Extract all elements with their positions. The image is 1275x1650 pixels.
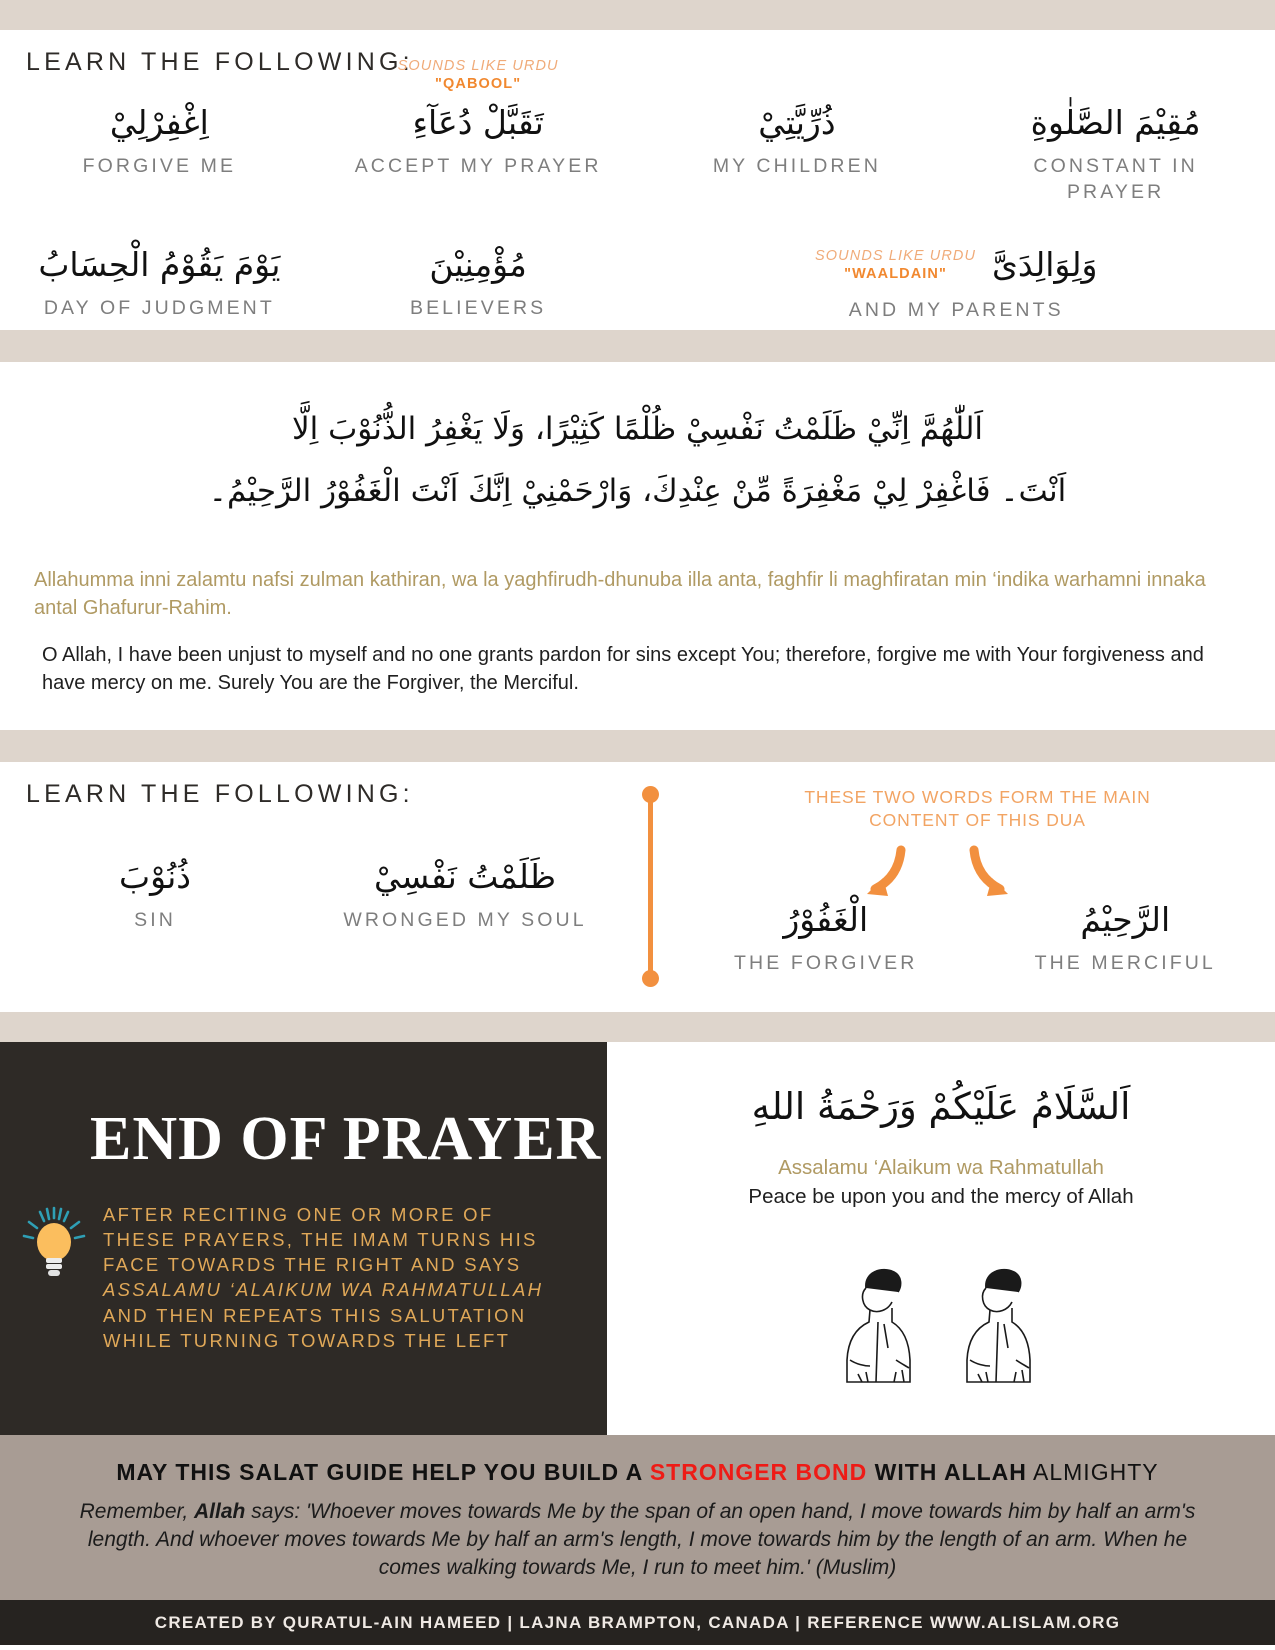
- vocab-english: SIN: [134, 908, 176, 931]
- learn-heading-1: LEARN THE FOLLOWING:: [26, 48, 414, 76]
- banner-text-c: ALMIGHTY: [1026, 1459, 1159, 1485]
- pronunciation-hint: [319, 57, 638, 93]
- banner-text-b: WITH: [867, 1459, 944, 1485]
- vocab-arabic: تَقَبَّلْ دُعَآءِ: [412, 103, 544, 142]
- lightbulb-icon: [22, 1206, 86, 1280]
- vocab-english: AND MY PARENTS: [848, 299, 1064, 322]
- section-vocabulary-1: [0, 30, 1275, 330]
- vocab-item: [319, 58, 638, 179]
- curved-arrow-right-icon: [960, 844, 1020, 904]
- banner-text-a: MAY THIS SALAT GUIDE HELP YOU BUILD A: [116, 1459, 650, 1485]
- dua-transliteration: Allahumma inni zalamtu nafsi zulman kathiran, wa la yaghfirudh-dhunuba illa anta, faghfir li maghfiratan min ‘indika warhamni innaka antal Ghafurur-Rahim.: [34, 569, 1206, 620]
- orange-divider-line: [648, 794, 653, 980]
- hint-line-1: SOUNDS LIKE URDU: [397, 58, 559, 74]
- quote-prefix: Remember,: [79, 1499, 195, 1523]
- vocab-row-2: [0, 241, 1275, 323]
- vocab-english: WRONGED MY SOUL: [343, 908, 587, 931]
- vocab-english: CONSTANT IN PRAYER: [1033, 154, 1198, 204]
- vocab-arabic: اِغْفِرْلِيْ: [109, 103, 209, 142]
- vocab-item: [976, 896, 1275, 976]
- learn-heading-2: LEARN THE FOLLOWING:: [26, 780, 414, 808]
- section3-left-column: [0, 780, 620, 976]
- vocab-english: THE FORGIVER: [734, 952, 918, 975]
- vocab-item: [956, 99, 1275, 205]
- salam-translation: Peace be upon you and the mercy of Allah: [748, 1184, 1134, 1208]
- callout-note-line-2: CONTENT OF THIS DUA: [869, 810, 1086, 831]
- footer-credit: CREATED BY QURATUL-AIN HAMEED | LAJNA BRAMPTON, CANADA | REFERENCE WWW.ALISLAM.ORG: [154, 1612, 1121, 1632]
- vocab-arabic: مُؤْمِنِيْنَ: [429, 245, 527, 285]
- vocab-item: [319, 241, 638, 321]
- end-of-prayer-dark-panel: [0, 1042, 607, 1435]
- divider-dot-top: [642, 786, 659, 803]
- page-footer: [0, 1600, 1275, 1645]
- quote-allah: Allah: [194, 1499, 246, 1523]
- band-divider-3: [0, 1012, 1275, 1042]
- vocab-arabic: ذُرِّيَّتِيْ: [758, 103, 836, 142]
- vocab-english: DAY OF JUDGMENT: [43, 297, 275, 320]
- quote-body: says: 'Whoever moves towards Me by the span of an open hand, I move towards him by half an arm's length. And whoever moves towards Me by half an arm's length, I move towards him by the length of an arm. When he comes walking towards Me, I run to meet him.' (Muslim): [87, 1499, 1196, 1579]
- end-of-prayer-light-panel: [607, 1042, 1275, 1435]
- seated-figures-illustration: [836, 1256, 1046, 1391]
- banner-headline: [0, 1458, 1275, 1488]
- vocab-arabic: الرَّحِيْمُ: [1080, 900, 1171, 940]
- hint-line-1: SOUNDS LIKE URDU: [815, 248, 977, 265]
- seated-man-figure-right-icon: [956, 1256, 1046, 1391]
- vocab-item: [0, 241, 319, 321]
- section-vocabulary-2: [0, 762, 1275, 1012]
- vocab-item: [310, 853, 620, 933]
- vocab-english: ACCEPT MY PRAYER: [354, 154, 602, 177]
- hint-line-2: "WAALDAIN": [844, 266, 947, 283]
- vocab-arabic: يَوْمَ يَقُوْمُ الْحِسَابُ: [38, 245, 281, 285]
- instruction-part-1: AFTER RECITING ONE OR MORE OF THESE PRAYERS, THE IMAM TURNS HIS FACE TOWARDS THE RIGHT AND SAYS: [103, 1204, 538, 1276]
- top-band: [0, 0, 1275, 30]
- vocab-row-4: [620, 896, 1275, 976]
- band-divider-2: [0, 730, 1275, 762]
- section3-right-column: [620, 780, 1275, 976]
- banner-hadith-quote: [0, 1488, 1275, 1582]
- curved-arrow-left-icon: [855, 844, 915, 904]
- end-of-prayer-instruction: [103, 1202, 553, 1353]
- vocab-row-3: [0, 853, 620, 933]
- closing-banner: [0, 1435, 1275, 1600]
- banner-allah: ALLAH: [943, 1459, 1027, 1485]
- instruction-part-2-italic: ASSALAMU ‘ALAIKUM WA RAHMATULLAH: [103, 1279, 544, 1301]
- vocab-item: [0, 99, 319, 179]
- vocab-english: THE MERCIFUL: [1034, 952, 1216, 975]
- salam-transliteration: Assalamu ‘Alaikum wa Rahmatullah: [778, 1155, 1104, 1179]
- salam-arabic: اَلسَّلَامُ عَلَيْكُمْ وَرَحْمَةُ اللهِ: [751, 1085, 1131, 1128]
- end-of-prayer-title: END OF PRAYER: [90, 1105, 602, 1173]
- vocab-english: BELIEVERS: [409, 297, 547, 320]
- vocab-arabic: الْغَفُوْرُ: [783, 900, 869, 940]
- vocab-english: FORGIVE ME: [82, 154, 237, 177]
- vocab-item: [0, 853, 310, 933]
- dua-arabic-line-1: اَللّٰهُمَّ اِنِّيْ ظَلَمْتُ نَفْسِيْ ظُلْمًا كَثِيْرًا، وَلَا يَغْفِرُ الذُّنُوْبَ اِلَّا: [291, 411, 984, 447]
- instruction-part-3: AND THEN REPEATS THIS SALUTATION WHILE TURNING TOWARDS THE LEFT: [103, 1304, 527, 1351]
- vocab-arabic: مُقِيْمَ الصَّلٰوةِ: [1030, 103, 1201, 142]
- callout-note: [620, 786, 1275, 832]
- vocab-arabic: وَلِوَالِدَىَّ: [992, 245, 1098, 285]
- vocab-item: [638, 99, 957, 179]
- band-divider-1: [0, 330, 1275, 362]
- callout-note-line-1: THESE TWO WORDS FORM THE MAIN: [804, 787, 1151, 807]
- banner-highlight: STRONGER BOND: [649, 1459, 868, 1485]
- dua-arabic-line-2: اَنْتَ۔ فَاغْفِرْ لِيْ مَغْفِرَةً مِّنْ عِنْدِكَ، وَارْحَمْنِيْ اِنَّكَ اَنْتَ الْغَفُوْرُ الرَّحِيْمُ۔: [208, 473, 1067, 509]
- vocab-item: [638, 241, 1275, 323]
- seated-man-figure-left-icon: [836, 1256, 926, 1391]
- vocab-english: MY CHILDREN: [712, 154, 881, 177]
- dua-translation: O Allah, I have been unjust to myself and no one grants pardon for sins except You; therefore, forgive me with Your forgiveness and have mercy on me. Surely You are the Forgiver, the Merciful.: [42, 643, 1204, 695]
- vocab-item: [676, 896, 976, 976]
- section-main-dua: [0, 362, 1275, 730]
- vocab-arabic: ظَلَمْتُ نَفْسِيْ: [374, 857, 556, 896]
- divider-dot-bottom: [642, 970, 659, 987]
- vocab-arabic: ذُنُوْبَ: [119, 857, 191, 896]
- hint-line-2: "QABOOL": [435, 76, 522, 93]
- section-end-of-prayer: [0, 1042, 1275, 1435]
